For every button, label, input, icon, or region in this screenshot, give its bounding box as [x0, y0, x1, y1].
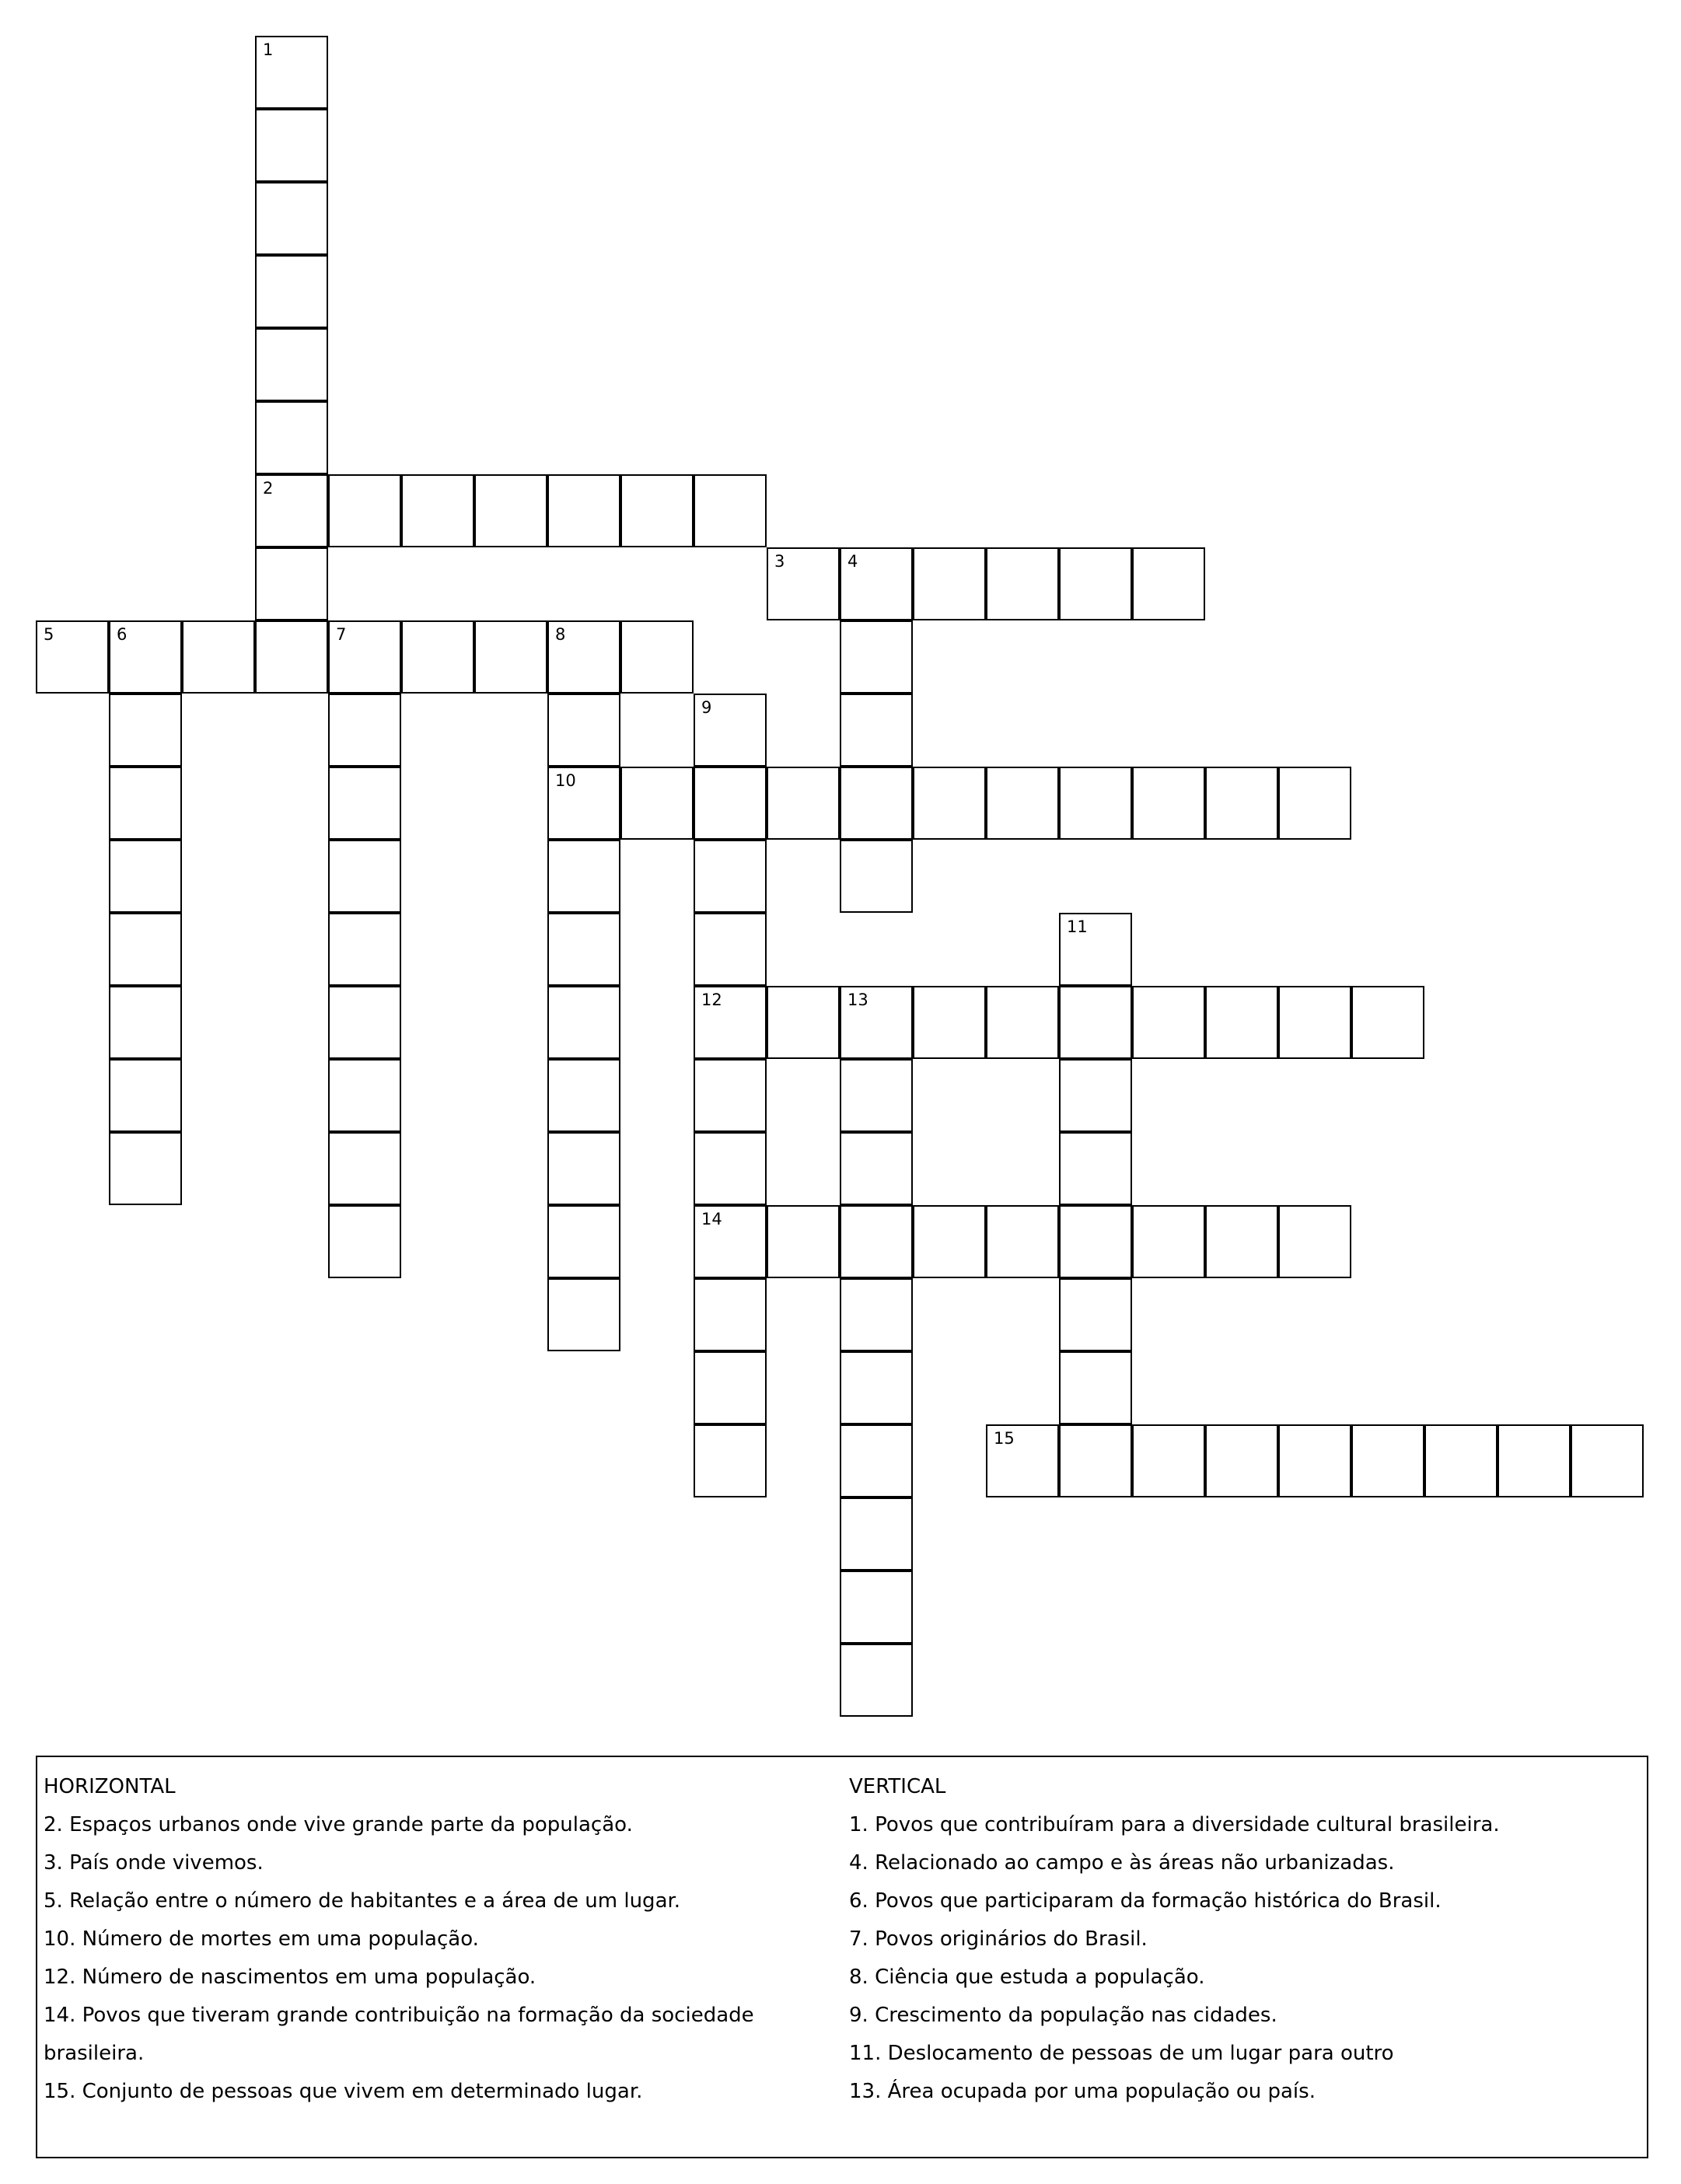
grid-cell[interactable] — [109, 1059, 182, 1132]
clue-vertical-9: 9. Crescimento da população nas cidades. — [849, 2004, 1277, 2027]
grid-cell[interactable] — [1059, 913, 1132, 986]
grid-cell[interactable] — [1132, 767, 1205, 840]
clue-number: 2 — [263, 479, 274, 498]
clue-vertical-1: 1. Povos que contribuíram para a diversidade cultural brasileira. — [849, 1813, 1500, 1836]
grid-cell[interactable] — [840, 620, 913, 694]
grid-cell[interactable] — [255, 255, 328, 328]
grid-cell[interactable] — [328, 913, 401, 986]
clue-number: 12 — [701, 991, 722, 1009]
grid-cell[interactable] — [401, 620, 474, 694]
grid-cell[interactable] — [182, 620, 255, 694]
grid-cell[interactable] — [328, 840, 401, 913]
vertical-heading: VERTICAL — [849, 1775, 946, 1798]
grid-cell[interactable] — [1351, 1424, 1424, 1497]
grid-cell[interactable] — [328, 767, 401, 840]
grid-cell[interactable] — [1059, 547, 1132, 620]
grid-cell[interactable] — [255, 109, 328, 182]
grid-cell[interactable] — [1059, 1205, 1132, 1278]
grid-cell[interactable] — [547, 1278, 620, 1351]
grid-cell[interactable] — [1278, 767, 1351, 840]
grid-cell[interactable] — [547, 694, 620, 767]
grid-cell[interactable] — [1059, 986, 1132, 1059]
grid-cell[interactable] — [1498, 1424, 1571, 1497]
grid-cell[interactable] — [694, 840, 767, 913]
grid-cell[interactable] — [840, 1644, 913, 1717]
grid-cell[interactable] — [694, 913, 767, 986]
grid-cell[interactable] — [840, 1424, 913, 1497]
grid-cell[interactable] — [620, 474, 694, 547]
grid-cell[interactable] — [913, 1205, 986, 1278]
clue-number: 9 — [701, 698, 712, 717]
grid-cell[interactable] — [1132, 1205, 1205, 1278]
grid-cell[interactable] — [109, 1132, 182, 1205]
grid-cell[interactable] — [547, 620, 620, 694]
grid-cell[interactable] — [1132, 1424, 1205, 1497]
clue-number: 14 — [701, 1210, 722, 1228]
grid-cell[interactable] — [767, 986, 840, 1059]
grid-cell[interactable] — [840, 1205, 913, 1278]
clue-number: 7 — [336, 625, 347, 644]
grid-cell[interactable] — [547, 767, 620, 840]
clues-panel — [36, 1756, 1648, 2158]
grid-cell[interactable] — [255, 182, 328, 255]
grid-cell[interactable] — [1205, 986, 1278, 1059]
clue-number: 11 — [1067, 917, 1088, 936]
grid-cell[interactable] — [840, 547, 913, 620]
grid-cell[interactable] — [840, 694, 913, 767]
grid-cell[interactable] — [913, 547, 986, 620]
grid-cell[interactable] — [840, 1571, 913, 1644]
clue-vertical-6: 6. Povos que participaram da formação histórica do Brasil. — [849, 1889, 1442, 1913]
clue-horizontal-5: 5. Relação entre o número de habitantes e a área de um lugar. — [44, 1889, 681, 1913]
grid-cell[interactable] — [1205, 1205, 1278, 1278]
clue-horizontal-2: 2. Espaços urbanos onde vive grande parte da população. — [44, 1813, 633, 1836]
grid-cell[interactable] — [109, 840, 182, 913]
grid-cell[interactable] — [1059, 1351, 1132, 1424]
clue-vertical-8: 8. Ciência que estuda a população. — [849, 1966, 1205, 1989]
clue-number: 6 — [117, 625, 128, 644]
grid-cell[interactable] — [913, 767, 986, 840]
grid-cell[interactable] — [547, 913, 620, 986]
grid-cell[interactable] — [1205, 1424, 1278, 1497]
grid-cell[interactable] — [1205, 767, 1278, 840]
grid-cell[interactable] — [1278, 1205, 1351, 1278]
grid-cell[interactable] — [474, 474, 547, 547]
grid-cell[interactable] — [328, 1132, 401, 1205]
grid-cell[interactable] — [694, 986, 767, 1059]
clue-vertical-13: 13. Área ocupada por uma população ou país. — [849, 2080, 1316, 2103]
grid-cell[interactable] — [986, 986, 1059, 1059]
grid-cell[interactable] — [840, 1351, 913, 1424]
grid-cell[interactable] — [255, 474, 328, 547]
grid-cell[interactable] — [1059, 1132, 1132, 1205]
grid-cell[interactable] — [840, 1497, 913, 1571]
grid-cell[interactable] — [1278, 986, 1351, 1059]
clue-number: 8 — [555, 625, 566, 644]
grid-cell[interactable] — [255, 547, 328, 620]
clue-horizontal-15: 15. Conjunto de pessoas que vivem em determinado lugar. — [44, 2080, 643, 2103]
grid-cell[interactable] — [36, 620, 109, 694]
grid-cell[interactable] — [694, 1424, 767, 1497]
grid-cell[interactable] — [328, 1059, 401, 1132]
clue-vertical-11: 11. Deslocamento de pessoas de um lugar para outro — [849, 2042, 1394, 2065]
grid-cell[interactable] — [109, 767, 182, 840]
grid-cell[interactable] — [913, 986, 986, 1059]
grid-cell[interactable] — [694, 1205, 767, 1278]
grid-cell[interactable] — [986, 767, 1059, 840]
grid-cell[interactable] — [840, 1278, 913, 1351]
clue-vertical-7: 7. Povos originários do Brasil. — [849, 1927, 1148, 1951]
grid-cell[interactable] — [986, 1424, 1059, 1497]
grid-cell[interactable] — [1059, 1278, 1132, 1351]
grid-cell[interactable] — [255, 36, 328, 109]
grid-cell[interactable] — [328, 694, 401, 767]
grid-cell[interactable] — [986, 547, 1059, 620]
grid-cell[interactable] — [255, 401, 328, 474]
grid-cell[interactable] — [840, 1059, 913, 1132]
grid-cell[interactable] — [1059, 767, 1132, 840]
clue-vertical-4: 4. Relacionado ao campo e às áreas não urbanizadas. — [849, 1851, 1395, 1875]
grid-cell[interactable] — [620, 767, 694, 840]
clue-number: 3 — [774, 552, 785, 571]
grid-cell[interactable] — [840, 1132, 913, 1205]
grid-cell[interactable] — [547, 1205, 620, 1278]
grid-cell[interactable] — [255, 328, 328, 401]
grid-cell[interactable] — [1278, 1424, 1351, 1497]
grid-cell[interactable] — [1059, 1424, 1132, 1497]
grid-cell[interactable] — [401, 474, 474, 547]
grid-cell[interactable] — [109, 986, 182, 1059]
clue-horizontal-12: 12. Número de nascimentos em uma população. — [44, 1966, 536, 1989]
grid-cell[interactable] — [1424, 1424, 1498, 1497]
grid-cell[interactable] — [547, 1132, 620, 1205]
grid-cell[interactable] — [109, 620, 182, 694]
grid-cell[interactable] — [1132, 986, 1205, 1059]
horizontal-clues — [44, 1768, 829, 2111]
grid-cell[interactable] — [547, 1059, 620, 1132]
grid-cell[interactable] — [1059, 1059, 1132, 1132]
grid-cell[interactable] — [986, 1205, 1059, 1278]
grid-cell[interactable] — [547, 986, 620, 1059]
clue-number: 4 — [847, 552, 858, 571]
grid-cell[interactable] — [328, 1205, 401, 1278]
clue-horizontal-3: 3. País onde vivemos. — [44, 1851, 264, 1875]
grid-cell[interactable] — [547, 474, 620, 547]
grid-cell[interactable] — [328, 474, 401, 547]
grid-cell[interactable] — [767, 767, 840, 840]
grid-cell[interactable] — [328, 986, 401, 1059]
vertical-clues — [849, 1768, 1634, 2111]
grid-cell[interactable] — [694, 1059, 767, 1132]
grid-cell[interactable] — [474, 620, 547, 694]
grid-cell[interactable] — [547, 840, 620, 913]
grid-cell[interactable] — [694, 1278, 767, 1351]
clue-number: 1 — [263, 40, 274, 59]
grid-cell[interactable] — [840, 986, 913, 1059]
clue-horizontal-14: 14. Povos que tiveram grande contribuição na formação da sociedade brasileira. — [44, 2004, 754, 2065]
grid-cell[interactable] — [694, 1351, 767, 1424]
clue-number: 10 — [555, 771, 576, 790]
horizontal-heading: HORIZONTAL — [44, 1775, 176, 1798]
grid-cell[interactable] — [109, 694, 182, 767]
grid-cell[interactable] — [1571, 1424, 1644, 1497]
clue-horizontal-10: 10. Número de mortes em uma população. — [44, 1927, 479, 1951]
grid-cell[interactable] — [694, 1132, 767, 1205]
grid-cell[interactable] — [694, 767, 767, 840]
grid-cell[interactable] — [767, 1205, 840, 1278]
clue-number: 15 — [994, 1429, 1015, 1448]
grid-cell[interactable] — [840, 840, 913, 913]
grid-cell[interactable] — [840, 767, 913, 840]
clue-number: 13 — [847, 991, 868, 1009]
grid-cell[interactable] — [767, 547, 840, 620]
grid-cell[interactable] — [109, 913, 182, 986]
clue-number: 5 — [44, 625, 54, 644]
grid-cell[interactable] — [255, 620, 328, 694]
grid-cell[interactable] — [620, 620, 694, 694]
grid-cell[interactable] — [328, 620, 401, 694]
grid-cell[interactable] — [1132, 547, 1205, 620]
grid-cell[interactable] — [1351, 986, 1424, 1059]
grid-cell[interactable] — [694, 474, 767, 547]
grid-cell[interactable] — [694, 694, 767, 767]
